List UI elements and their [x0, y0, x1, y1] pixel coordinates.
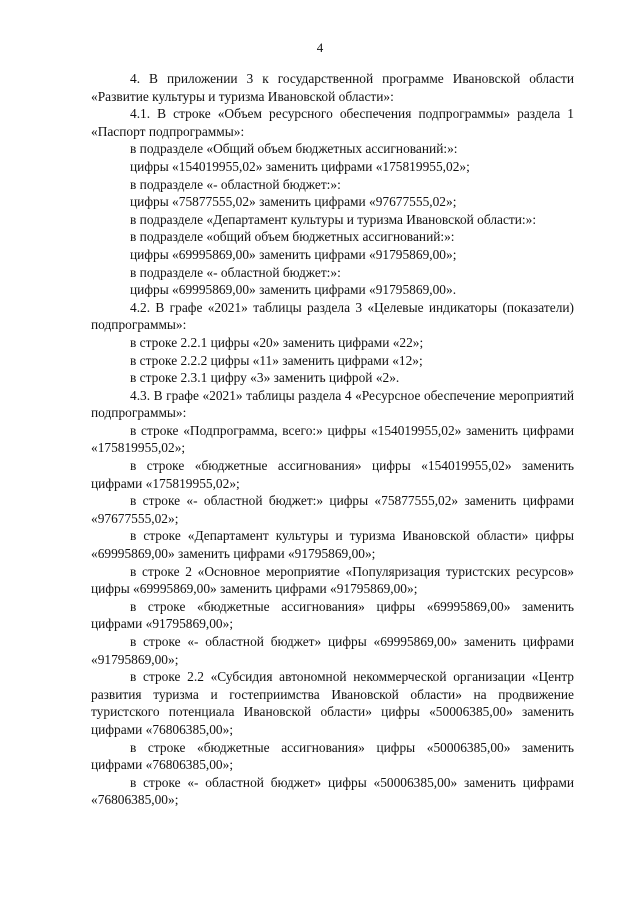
paragraph-row-2-3-1: в строке 2.3.1 цифру «3» заменить цифрой «2». — [130, 370, 400, 386]
paragraph-subsection-department: в подразделе «Департамент культуры и туризма Ивановской области:»: — [130, 211, 537, 227]
paragraph-row-allocations-3: в строке «бюджетные ассигнования» цифры «50006385,00» заменить цифрами «76806385,00»; — [91, 739, 574, 773]
paragraph-row-2-2-subsidy: в строке 2.2 «Субсидия автономной некоммерческой организации «Центр развития туризма и гостеприимства Ивановской области» на продвижение туристского потенциала Ивановской области» цифры «50006385,00» заменить цифрами «76806385,00»; — [91, 669, 574, 737]
paragraph-row-department: в строке «Департамент культуры и туризма Ивановской области» цифры «69995869,00» заменить цифрами «91795869,00»; — [91, 528, 574, 562]
paragraph-figures-1: цифры «154019955,02» заменить цифрами «175819955,02»; — [130, 158, 470, 174]
paragraph-row-2-2-2: в строке 2.2.2 цифры «11» заменить цифрами «12»; — [130, 352, 423, 368]
paragraph-row-subprogram: в строке «Подпрограмма, всего:» цифры «154019955,02» заменить цифрами «175819955,02»; — [91, 422, 574, 456]
paragraph-subsection-regional-2: в подразделе «- областной бюджет:»: — [130, 264, 341, 280]
paragraph-figures-2: цифры «75877555,02» заменить цифрами «97677555,02»; — [130, 194, 457, 210]
paragraph-figures-4: цифры «69995869,00» заменить цифрами «91795869,00». — [130, 282, 457, 298]
paragraph-row-regional-budget: в строке «- областной бюджет:» цифры «75877555,02» заменить цифрами «97677555,02»; — [91, 493, 574, 526]
paragraph-subsection-total: в подразделе «Общий объем бюджетных ассигнований:»: — [130, 141, 458, 157]
paragraph-row-regional-budget-3: в строке «- областной бюджет» цифры «50006385,00» заменить цифрами «76806385,00»; — [91, 774, 574, 808]
paragraph-row-regional-budget-2: в строке «- областной бюджет» цифры «69995869,00» заменить цифрами «91795869,00»; — [91, 634, 574, 667]
paragraph-row-allocations-2: в строке «бюджетные ассигнования» цифры «69995869,00» заменить цифрами «91795869,00»; — [91, 598, 574, 632]
document-body — [91, 70, 574, 809]
page-number: 4 — [316, 40, 324, 55]
paragraph-row-2-main-activity: в строке 2 «Основное мероприятие «Популяризация туристских ресурсов» цифры «69995869,00» заменить цифрами «91795869,00»; — [91, 563, 574, 597]
paragraph-item-4: 4. В приложении 3 к государственной программе Ивановской области «Развитие культуры и туризма Ивановской области»: — [91, 71, 574, 104]
paragraph-subsection-total-2: в подразделе «общий объем бюджетных ассигнований:»: — [130, 229, 455, 245]
paragraph-row-2-2-1: в строке 2.2.1 цифры «20» заменить цифрами «22»; — [130, 334, 424, 350]
paragraph-item-4-2: 4.2. В графе «2021» таблицы раздела 3 «Целевые индикаторы (показатели) подпрограммы»: — [91, 299, 574, 333]
paragraph-figures-3: цифры «69995869,00» заменить цифрами «91795869,00»; — [130, 246, 457, 262]
paragraph-subsection-regional: в подразделе «- областной бюджет:»: — [130, 176, 341, 192]
paragraph-item-4-3: 4.3. В графе «2021» таблицы раздела 4 «Ресурсное обеспечение мероприятий подпрограммы»: — [91, 387, 574, 421]
paragraph-item-4-1: 4.1. В строке «Объем ресурсного обеспечения подпрограммы» раздела 1 «Паспорт подпрограммы»: — [91, 106, 574, 139]
paragraph-row-allocations: в строке «бюджетные ассигнования» цифры «154019955,02» заменить цифрами «175819955,02»; — [91, 458, 574, 491]
